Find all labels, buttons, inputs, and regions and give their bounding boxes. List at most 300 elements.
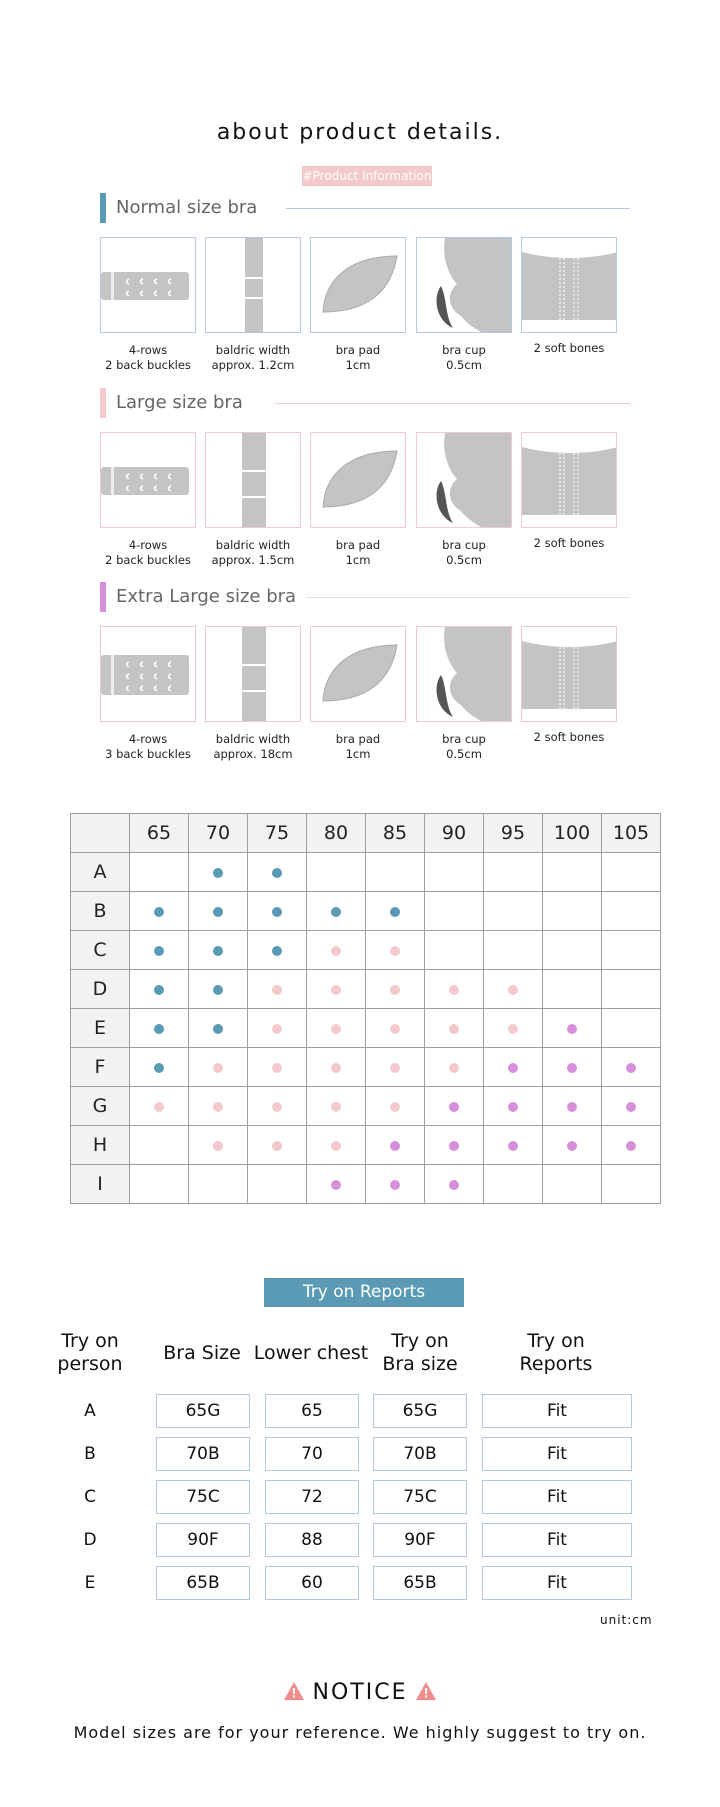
- availability-dot: [154, 1063, 164, 1073]
- availability-dot: [331, 1141, 341, 1151]
- detail-label: [100, 343, 196, 373]
- availability-dot: [331, 1063, 341, 1073]
- notice-text: Model sizes are for your reference. We highly suggest to try on.: [73, 1723, 647, 1742]
- cup-row: [71, 1165, 661, 1204]
- size-cell: [130, 1048, 189, 1087]
- detail-label: [521, 341, 617, 356]
- size-cell: [602, 853, 661, 892]
- size-cell: [602, 1087, 661, 1126]
- detail-item: [416, 626, 512, 762]
- cup-size-label: D: [71, 970, 130, 1009]
- size-cell: [307, 853, 366, 892]
- unit-label: unit:cm: [600, 1613, 653, 1627]
- try-on-report-cell: Fit: [482, 1437, 632, 1471]
- detail-item: [416, 237, 512, 373]
- size-cell: [248, 1009, 307, 1048]
- detail-thumbnail: [521, 626, 617, 722]
- band-size-header: 65: [130, 814, 189, 853]
- size-cell: [543, 970, 602, 1009]
- availability-dot: [449, 985, 459, 995]
- section-1: [100, 388, 630, 567]
- cup-row: [71, 970, 661, 1009]
- detail-label: [310, 538, 406, 568]
- size-cell: [543, 1048, 602, 1087]
- availability-dot: [331, 946, 341, 956]
- size-cell: [366, 931, 425, 970]
- availability-dot: [331, 1102, 341, 1112]
- column-header-line2: Reports: [519, 1353, 593, 1375]
- availability-dot: [449, 1180, 459, 1190]
- availability-dot: [213, 1063, 223, 1073]
- detail-thumbnail: [310, 432, 406, 528]
- detail-label-line2: 2 back buckles: [105, 553, 191, 567]
- size-cell: [248, 970, 307, 1009]
- availability-dot: [390, 946, 400, 956]
- availability-dot: [449, 1024, 459, 1034]
- detail-item: [310, 432, 406, 568]
- try-on-bra-size-cell: 65G: [156, 1394, 250, 1428]
- size-cell: [484, 1048, 543, 1087]
- section-accent-bar: [100, 193, 106, 223]
- section-2: [100, 582, 630, 761]
- cup-size-label: I: [71, 1165, 130, 1204]
- bra-pad-icon: [311, 433, 406, 528]
- availability-dot: [272, 1063, 282, 1073]
- size-cell: [366, 892, 425, 931]
- try-on-try-size-cell: 65G: [373, 1394, 467, 1428]
- size-cell: [307, 1165, 366, 1204]
- size-cell: [484, 1165, 543, 1204]
- column-header-line1: Bra Size: [163, 1342, 241, 1364]
- detail-item: [205, 432, 301, 568]
- size-cell: [130, 892, 189, 931]
- size-cell: [543, 1087, 602, 1126]
- notice-title: NOTICE: [312, 1680, 408, 1705]
- try-on-lower-chest-cell: 60: [265, 1566, 359, 1600]
- try-on-person: C: [84, 1487, 96, 1507]
- try-on-person: A: [84, 1401, 96, 1421]
- size-cell: [248, 1048, 307, 1087]
- detail-thumbnail: [100, 626, 196, 722]
- section-items: [100, 626, 630, 766]
- detail-thumbnail: [416, 626, 512, 722]
- size-cell: [189, 1126, 248, 1165]
- size-cell: [543, 931, 602, 970]
- detail-label-line2: 1cm: [345, 358, 371, 372]
- bra-cup-icon: [417, 238, 512, 333]
- detail-label: [521, 730, 617, 745]
- detail-item: [205, 237, 301, 373]
- section-0: [100, 193, 630, 372]
- try-on-try-size-cell: 90F: [373, 1523, 467, 1557]
- availability-dot: [508, 985, 518, 995]
- detail-label-line1: bra pad: [335, 732, 381, 746]
- try-on-lower-chest-cell: 88: [265, 1523, 359, 1557]
- detail-label-line2: 0.5cm: [446, 553, 482, 567]
- availability-dot: [331, 985, 341, 995]
- try-on-column-header: [370, 1330, 470, 1376]
- availability-dot: [272, 1024, 282, 1034]
- availability-dot: [213, 1102, 223, 1112]
- size-cell: [366, 1009, 425, 1048]
- size-cell: [248, 892, 307, 931]
- detail-label: [310, 732, 406, 762]
- availability-dot: [449, 1063, 459, 1073]
- size-chart-header-row: [71, 814, 661, 853]
- bra-cup-icon: [417, 627, 512, 722]
- detail-label-line1: baldric width: [215, 343, 291, 357]
- detail-thumbnail: [205, 626, 301, 722]
- size-cell: [602, 892, 661, 931]
- detail-label-line2: 1cm: [345, 553, 371, 567]
- cup-size-label: G: [71, 1087, 130, 1126]
- cup-size-label: E: [71, 1009, 130, 1048]
- size-cell: [543, 853, 602, 892]
- availability-dot: [626, 1102, 636, 1112]
- size-cell: [366, 1087, 425, 1126]
- try-on-lower-chest-cell: 70: [265, 1437, 359, 1471]
- detail-item: [310, 626, 406, 762]
- cup-size-label: C: [71, 931, 130, 970]
- size-cell: [130, 1009, 189, 1048]
- detail-label: [416, 343, 512, 373]
- detail-label: [521, 536, 617, 551]
- detail-label: [416, 538, 512, 568]
- size-cell: [189, 1165, 248, 1204]
- shoulder-strap-icon: [206, 238, 301, 333]
- bra-pad-icon: [311, 238, 406, 333]
- availability-dot: [213, 985, 223, 995]
- size-cell: [425, 1087, 484, 1126]
- availability-dot: [213, 1141, 223, 1151]
- size-cell: [484, 853, 543, 892]
- size-cell: [425, 1009, 484, 1048]
- size-cell: [189, 1087, 248, 1126]
- size-cell: [248, 1126, 307, 1165]
- section-title: Large size bra: [116, 392, 243, 413]
- size-cell: [425, 931, 484, 970]
- size-cell: [484, 931, 543, 970]
- try-on-column-header: [40, 1330, 140, 1376]
- detail-label: [416, 732, 512, 762]
- detail-item: [205, 626, 301, 762]
- column-header-line1: Try on: [391, 1330, 449, 1352]
- size-cell: [425, 892, 484, 931]
- detail-label-line1: baldric width: [215, 538, 291, 552]
- availability-dot: [390, 1024, 400, 1034]
- availability-dot: [154, 946, 164, 956]
- detail-item: [521, 626, 617, 745]
- shoulder-strap-icon: [206, 627, 301, 722]
- availability-dot: [449, 1141, 459, 1151]
- size-cell: [248, 853, 307, 892]
- detail-label-line1: 2 soft bones: [533, 730, 605, 744]
- detail-thumbnail: [100, 432, 196, 528]
- size-cell: [484, 892, 543, 931]
- size-cell: [543, 892, 602, 931]
- size-cell: [307, 970, 366, 1009]
- availability-dot: [331, 907, 341, 917]
- availability-dot: [567, 1024, 577, 1034]
- availability-dot: [213, 907, 223, 917]
- availability-dot: [272, 1141, 282, 1151]
- availability-dot: [154, 907, 164, 917]
- band-size-header: 105: [602, 814, 661, 853]
- detail-thumbnail: [310, 237, 406, 333]
- band-size-header: 75: [248, 814, 307, 853]
- try-on-person: B: [84, 1444, 96, 1464]
- size-cell: [130, 853, 189, 892]
- section-header: [100, 193, 630, 223]
- detail-item: [100, 626, 196, 762]
- size-cell: [130, 931, 189, 970]
- bra-pad-icon: [311, 627, 406, 722]
- section-title: Normal size bra: [116, 197, 258, 218]
- back-buckle-icon: [101, 433, 196, 528]
- back-buckle-icon: [101, 238, 196, 333]
- band-size-header: 100: [543, 814, 602, 853]
- page-title: about product details.: [216, 120, 504, 145]
- band-size-header: 90: [425, 814, 484, 853]
- product-tag: #Product Information: [302, 166, 432, 186]
- detail-item: [310, 237, 406, 373]
- try-on-bra-size-cell: 65B: [156, 1566, 250, 1600]
- detail-label: [205, 343, 301, 373]
- size-cell: [602, 931, 661, 970]
- availability-dot: [272, 868, 282, 878]
- availability-dot: [508, 1024, 518, 1034]
- detail-thumbnail: [416, 432, 512, 528]
- detail-label-line1: bra cup: [442, 538, 486, 552]
- detail-item: [416, 432, 512, 568]
- availability-dot: [154, 985, 164, 995]
- size-cell: [543, 1165, 602, 1204]
- shoulder-strap-icon: [206, 433, 301, 528]
- band-size-header: 70: [189, 814, 248, 853]
- size-cell: [189, 1048, 248, 1087]
- column-header-line2: person: [57, 1353, 123, 1375]
- detail-item: [521, 237, 617, 356]
- try-on-report-cell: Fit: [482, 1566, 632, 1600]
- detail-label-line2: approx. 1.2cm: [211, 358, 295, 372]
- detail-label-line2: 2 back buckles: [105, 358, 191, 372]
- cup-row: [71, 892, 661, 931]
- try-on-lower-chest-cell: 65: [265, 1394, 359, 1428]
- detail-label-line1: 2 soft bones: [533, 341, 605, 355]
- detail-label-line1: 2 soft bones: [533, 536, 605, 550]
- detail-label-line1: baldric width: [215, 732, 291, 746]
- section-divider: [275, 403, 630, 404]
- availability-dot: [567, 1102, 577, 1112]
- detail-label-line1: bra cup: [442, 732, 486, 746]
- size-cell: [543, 1126, 602, 1165]
- detail-thumbnail: [521, 432, 617, 528]
- bra-cup-icon: [417, 433, 512, 528]
- section-title: Extra Large size bra: [116, 586, 297, 607]
- availability-dot: [390, 985, 400, 995]
- try-on-person: D: [83, 1530, 97, 1550]
- size-cell: [189, 931, 248, 970]
- detail-thumbnail: [205, 237, 301, 333]
- back-buckle-icon: [101, 627, 196, 722]
- availability-dot: [626, 1063, 636, 1073]
- detail-label: [100, 538, 196, 568]
- cup-row: [71, 931, 661, 970]
- warning-icon: [283, 1681, 305, 1701]
- detail-label: [205, 538, 301, 568]
- section-items: [100, 237, 630, 377]
- availability-dot: [390, 1180, 400, 1190]
- availability-dot: [508, 1063, 518, 1073]
- availability-dot: [567, 1141, 577, 1151]
- size-cell: [366, 1126, 425, 1165]
- try-on-reports-header: Try on Reports: [264, 1278, 464, 1307]
- availability-dot: [331, 1180, 341, 1190]
- detail-label: [100, 732, 196, 762]
- availability-dot: [449, 1102, 459, 1112]
- try-on-column-header: [152, 1342, 252, 1365]
- availability-dot: [272, 1102, 282, 1112]
- detail-label-line1: 4-rows: [128, 732, 168, 746]
- size-cell: [543, 1009, 602, 1048]
- try-on-report-cell: Fit: [482, 1394, 632, 1428]
- cup-size-label: H: [71, 1126, 130, 1165]
- size-cell: [484, 1126, 543, 1165]
- detail-thumbnail: [310, 626, 406, 722]
- detail-label-line2: 1cm: [345, 747, 371, 761]
- cup-row: [71, 1048, 661, 1087]
- availability-dot: [390, 1141, 400, 1151]
- detail-thumbnail: [205, 432, 301, 528]
- soft-bones-icon: [522, 627, 617, 722]
- section-divider: [306, 597, 630, 598]
- cup-row: [71, 1009, 661, 1048]
- size-cell: [307, 1087, 366, 1126]
- try-on-bra-size-cell: 75C: [156, 1480, 250, 1514]
- availability-dot: [272, 985, 282, 995]
- detail-label: [310, 343, 406, 373]
- detail-label-line2: 0.5cm: [446, 747, 482, 761]
- size-cell: [484, 1009, 543, 1048]
- detail-thumbnail: [100, 237, 196, 333]
- try-on-person: E: [84, 1573, 96, 1593]
- size-cell: [366, 970, 425, 1009]
- section-items: [100, 432, 630, 572]
- try-on-try-size-cell: 70B: [373, 1437, 467, 1471]
- cup-row: [71, 1126, 661, 1165]
- try-on-column-header: [241, 1342, 381, 1365]
- section-header: [100, 582, 630, 612]
- try-on-try-size-cell: 65B: [373, 1566, 467, 1600]
- size-cell: [307, 1009, 366, 1048]
- availability-dot: [154, 1024, 164, 1034]
- try-on-bra-size-cell: 70B: [156, 1437, 250, 1471]
- size-cell: [307, 931, 366, 970]
- band-size-header: 85: [366, 814, 425, 853]
- detail-label: [205, 732, 301, 762]
- size-cell: [602, 1126, 661, 1165]
- size-cell: [484, 1087, 543, 1126]
- detail-label-line1: 4-rows: [128, 343, 168, 357]
- column-header-line2: Bra size: [382, 1353, 458, 1375]
- detail-item: [100, 237, 196, 373]
- corner-cell: [71, 814, 130, 853]
- size-cell: [130, 970, 189, 1009]
- warning-icon: [415, 1681, 437, 1701]
- detail-label-line1: bra pad: [335, 538, 381, 552]
- size-cell: [248, 931, 307, 970]
- availability-dot: [626, 1141, 636, 1151]
- size-cell: [425, 1126, 484, 1165]
- availability-dot: [272, 907, 282, 917]
- availability-dot: [272, 946, 282, 956]
- detail-label-line1: 4-rows: [128, 538, 168, 552]
- size-cell: [189, 853, 248, 892]
- size-cell: [602, 1009, 661, 1048]
- availability-dot: [154, 1102, 164, 1112]
- detail-label-line2: 0.5cm: [446, 358, 482, 372]
- availability-dot: [213, 946, 223, 956]
- size-cell: [484, 970, 543, 1009]
- band-size-header: 95: [484, 814, 543, 853]
- size-cell: [307, 1126, 366, 1165]
- availability-dot: [213, 1024, 223, 1034]
- availability-dot: [390, 1063, 400, 1073]
- size-cell: [189, 970, 248, 1009]
- detail-item: [521, 432, 617, 551]
- try-on-try-size-cell: 75C: [373, 1480, 467, 1514]
- size-cell: [366, 1048, 425, 1087]
- size-cell: [130, 1165, 189, 1204]
- detail-label-line2: approx. 18cm: [213, 747, 293, 761]
- size-cell: [602, 1048, 661, 1087]
- band-size-header: 80: [307, 814, 366, 853]
- size-chart-table: [70, 813, 661, 1204]
- detail-thumbnail: [416, 237, 512, 333]
- section-header: [100, 388, 630, 418]
- soft-bones-icon: [522, 433, 617, 528]
- size-cell: [602, 970, 661, 1009]
- detail-thumbnail: [521, 237, 617, 333]
- size-cell: [425, 1165, 484, 1204]
- size-cell: [248, 1087, 307, 1126]
- cup-row: [71, 1087, 661, 1126]
- size-cell: [425, 1048, 484, 1087]
- cup-size-label: F: [71, 1048, 130, 1087]
- size-cell: [189, 1009, 248, 1048]
- try-on-column-header: [496, 1330, 616, 1376]
- section-accent-bar: [100, 388, 106, 418]
- availability-dot: [390, 907, 400, 917]
- try-on-report-cell: Fit: [482, 1523, 632, 1557]
- section-accent-bar: [100, 582, 106, 612]
- availability-dot: [213, 868, 223, 878]
- size-cell: [189, 892, 248, 931]
- detail-item: [100, 432, 196, 568]
- availability-dot: [390, 1102, 400, 1112]
- availability-dot: [567, 1063, 577, 1073]
- notice-heading: [0, 1680, 720, 1705]
- size-cell: [366, 1165, 425, 1204]
- try-on-lower-chest-cell: 72: [265, 1480, 359, 1514]
- detail-label-line1: bra pad: [335, 343, 381, 357]
- availability-dot: [508, 1102, 518, 1112]
- availability-dot: [331, 1024, 341, 1034]
- column-header-line1: Try on: [527, 1330, 585, 1352]
- detail-label-line2: approx. 1.5cm: [211, 553, 295, 567]
- size-cell: [602, 1165, 661, 1204]
- size-cell: [248, 1165, 307, 1204]
